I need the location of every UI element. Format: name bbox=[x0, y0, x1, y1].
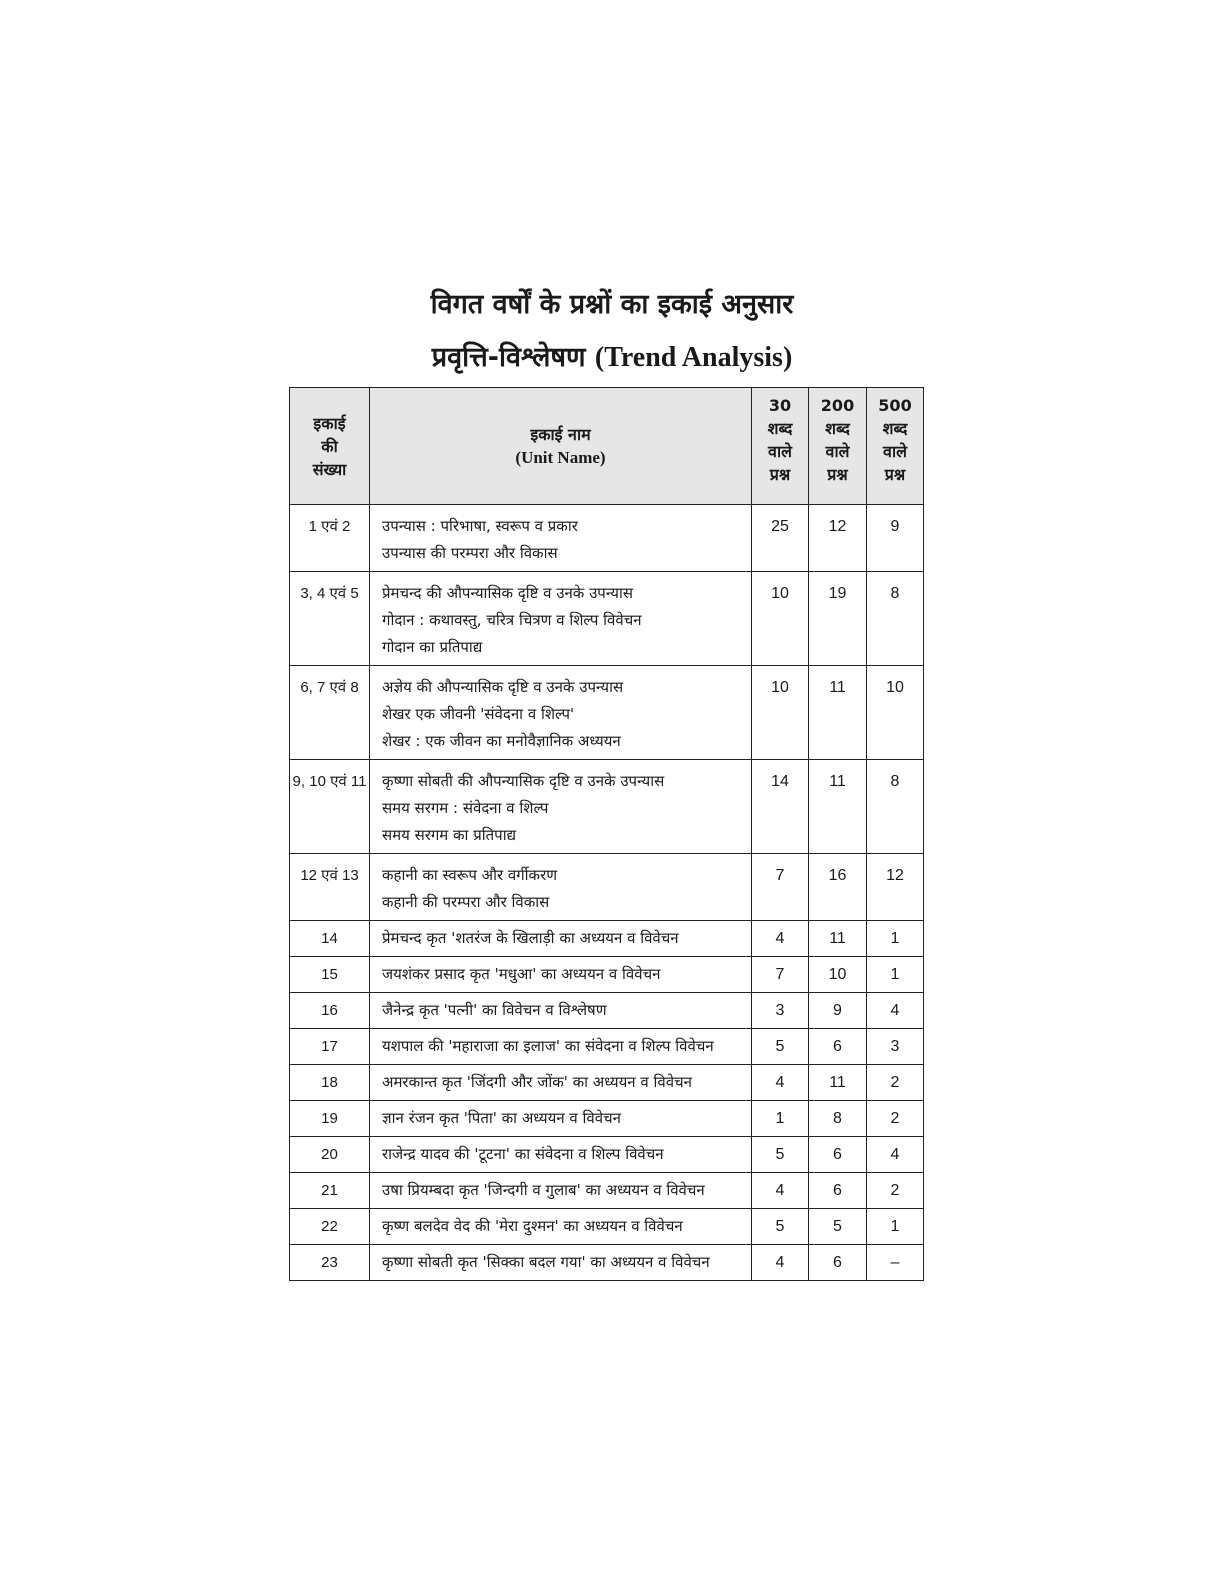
unit-name-line: गोदान : कथावस्तु, चरित्र चित्रण व शिल्प विवेचन bbox=[382, 611, 642, 629]
count-200-cell: 11 bbox=[809, 1065, 867, 1101]
unit-name-cell bbox=[370, 1101, 752, 1137]
unit-name-line: उपन्यास : परिभाषा, स्वरूप व प्रकार bbox=[382, 517, 578, 535]
table-row bbox=[290, 854, 924, 921]
unit-number-cell: 3, 4 एवं 5 bbox=[290, 572, 370, 666]
unit-number-cell: 9, 10 एवं 11 bbox=[290, 760, 370, 854]
count-500-cell: 1 bbox=[867, 1209, 924, 1245]
count-500-cell: 4 bbox=[867, 1137, 924, 1173]
unit-number-cell: 23 bbox=[290, 1245, 370, 1281]
count-500-cell: 1 bbox=[867, 921, 924, 957]
count-500-cell: 2 bbox=[867, 1173, 924, 1209]
header-30-word-questions: 30 शब्द वाले प्रश्न bbox=[752, 388, 809, 505]
unit-number-cell: 21 bbox=[290, 1173, 370, 1209]
count-30-cell: 4 bbox=[752, 1065, 809, 1101]
table-row bbox=[290, 921, 924, 957]
page-title-hindi: प्रवृत्ति-विश्लेषण bbox=[431, 342, 586, 373]
header-200-word-questions: 200 शब्द वाले प्रश्न bbox=[809, 388, 867, 505]
unit-name-cell bbox=[370, 760, 752, 854]
count-30-cell: 7 bbox=[752, 957, 809, 993]
table-row bbox=[290, 1065, 924, 1101]
unit-name-line: जयशंकर प्रसाद कृत 'मधुआ' का अध्ययन व विवेचन bbox=[382, 965, 661, 983]
unit-name-line: कहानी का स्वरूप और वर्गीकरण bbox=[382, 866, 558, 884]
count-200-cell: 11 bbox=[809, 666, 867, 760]
unit-number-cell: 16 bbox=[290, 993, 370, 1029]
count-30-cell: 14 bbox=[752, 760, 809, 854]
count-200-cell: 19 bbox=[809, 572, 867, 666]
unit-name-cell bbox=[370, 505, 752, 572]
count-30-cell: 4 bbox=[752, 921, 809, 957]
count-500-cell: 4 bbox=[867, 993, 924, 1029]
count-500-cell: 2 bbox=[867, 1101, 924, 1137]
count-30-cell: 4 bbox=[752, 1245, 809, 1281]
unit-name-line: समय सरगम का प्रतिपाद्य bbox=[382, 826, 517, 844]
unit-name-cell bbox=[370, 993, 752, 1029]
table-row bbox=[290, 993, 924, 1029]
unit-number-cell: 22 bbox=[290, 1209, 370, 1245]
unit-name-cell bbox=[370, 921, 752, 957]
count-200-cell: 6 bbox=[809, 1137, 867, 1173]
unit-name-line: प्रेमचन्द की औपन्यासिक दृष्टि व उनके उपन्यास bbox=[382, 584, 633, 602]
unit-name-line: उषा प्रियम्बदा कृत 'जिन्दगी व गुलाब' का अध्ययन व विवेचन bbox=[382, 1181, 705, 1199]
unit-number-cell: 6, 7 एवं 8 bbox=[290, 666, 370, 760]
count-30-cell: 4 bbox=[752, 1173, 809, 1209]
table-row bbox=[290, 505, 924, 572]
unit-name-line: समय सरगम : संवेदना व शिल्प bbox=[382, 799, 549, 817]
header-unit-number: इकाई की संख्या bbox=[290, 388, 370, 505]
count-500-cell: 3 bbox=[867, 1029, 924, 1065]
count-30-cell: 1 bbox=[752, 1101, 809, 1137]
table-row bbox=[290, 572, 924, 666]
unit-name-cell bbox=[370, 572, 752, 666]
count-200-cell: 5 bbox=[809, 1209, 867, 1245]
unit-name-line: अज्ञेय की औपन्यासिक दृष्टि व उनके उपन्यास bbox=[382, 678, 624, 696]
count-30-cell: 5 bbox=[752, 1137, 809, 1173]
unit-name-line: कहानी की परम्परा और विकास bbox=[382, 893, 550, 911]
unit-name-line: कृष्णा सोबती की औपन्यासिक दृष्टि व उनके उपन्यास bbox=[382, 772, 665, 790]
count-200-cell: 11 bbox=[809, 921, 867, 957]
count-30-cell: 5 bbox=[752, 1029, 809, 1065]
table-row bbox=[290, 666, 924, 760]
unit-name-cell bbox=[370, 1245, 752, 1281]
unit-number-cell: 12 एवं 13 bbox=[290, 854, 370, 921]
count-200-cell: 8 bbox=[809, 1101, 867, 1137]
count-200-cell: 6 bbox=[809, 1173, 867, 1209]
unit-name-line: कृष्णा सोबती कृत 'सिक्का बदल गया' का अध्ययन व विवेचन bbox=[382, 1253, 710, 1271]
unit-name-cell bbox=[370, 1029, 752, 1065]
unit-name-line: अमरकान्त कृत 'जिंदगी और जोंक' का अध्ययन व विवेचन bbox=[382, 1073, 692, 1091]
count-200-cell: 12 bbox=[809, 505, 867, 572]
table-row bbox=[290, 1137, 924, 1173]
table-row bbox=[290, 1101, 924, 1137]
table-header-row bbox=[290, 388, 924, 505]
unit-name-cell bbox=[370, 1173, 752, 1209]
unit-number-cell: 14 bbox=[290, 921, 370, 957]
unit-name-cell bbox=[370, 957, 752, 993]
unit-number-cell: 15 bbox=[290, 957, 370, 993]
unit-name-line: शेखर : एक जीवन का मनोवैज्ञानिक अध्ययन bbox=[382, 732, 621, 750]
unit-name-line: कृष्ण बलदेव वेद की 'मेरा दुश्मन' का अध्ययन व विवेचन bbox=[382, 1217, 683, 1235]
unit-name-line: जैनेन्द्र कृत 'पत्नी' का विवेचन व विश्लेषण bbox=[382, 1001, 607, 1019]
unit-name-cell bbox=[370, 1065, 752, 1101]
count-200-cell: 6 bbox=[809, 1029, 867, 1065]
unit-name-line: शेखर एक जीवनी 'संवेदना व शिल्प' bbox=[382, 705, 575, 723]
unit-number-cell: 17 bbox=[290, 1029, 370, 1065]
count-200-cell: 9 bbox=[809, 993, 867, 1029]
count-500-cell: 1 bbox=[867, 957, 924, 993]
count-200-cell: 10 bbox=[809, 957, 867, 993]
count-200-cell: 16 bbox=[809, 854, 867, 921]
count-500-cell: 12 bbox=[867, 854, 924, 921]
count-200-cell: 11 bbox=[809, 760, 867, 854]
count-30-cell: 7 bbox=[752, 854, 809, 921]
unit-name-line: ज्ञान रंजन कृत 'पिता' का अध्ययन व विवेचन bbox=[382, 1109, 621, 1127]
table-row bbox=[290, 1209, 924, 1245]
unit-name-cell bbox=[370, 1137, 752, 1173]
unit-name-cell bbox=[370, 854, 752, 921]
count-500-cell: – bbox=[867, 1245, 924, 1281]
unit-name-cell bbox=[370, 1209, 752, 1245]
count-30-cell: 5 bbox=[752, 1209, 809, 1245]
unit-name-line: प्रेमचन्द कृत 'शतरंज के खिलाड़ी का अध्ययन व विवेचन bbox=[382, 929, 679, 947]
header-500-word-questions: 500 शब्द वाले प्रश्न bbox=[867, 388, 924, 505]
count-500-cell: 2 bbox=[867, 1065, 924, 1101]
count-500-cell: 9 bbox=[867, 505, 924, 572]
unit-name-line: उपन्यास की परम्परा और विकास bbox=[382, 544, 558, 562]
table-row bbox=[290, 1245, 924, 1281]
count-30-cell: 25 bbox=[752, 505, 809, 572]
unit-number-cell: 20 bbox=[290, 1137, 370, 1173]
count-30-cell: 10 bbox=[752, 666, 809, 760]
table-body bbox=[290, 505, 924, 1281]
header-unit-name: इकाई नाम (Unit Name) bbox=[370, 388, 752, 505]
table-row bbox=[290, 1029, 924, 1065]
count-30-cell: 3 bbox=[752, 993, 809, 1029]
count-500-cell: 10 bbox=[867, 666, 924, 760]
unit-name-cell bbox=[370, 666, 752, 760]
table-row bbox=[290, 760, 924, 854]
count-30-cell: 10 bbox=[752, 572, 809, 666]
unit-name-line: राजेन्द्र यादव की 'टूटना' का संवेदना व शिल्प विवेचन bbox=[382, 1145, 664, 1163]
trend-analysis-table bbox=[289, 387, 924, 1281]
page-title-line-2 bbox=[0, 337, 1224, 374]
count-200-cell: 6 bbox=[809, 1245, 867, 1281]
unit-number-cell: 1 एवं 2 bbox=[290, 505, 370, 572]
unit-name-line: यशपाल की 'महाराजा का इलाज' का संवेदना व शिल्प विवेचन bbox=[382, 1037, 714, 1055]
count-500-cell: 8 bbox=[867, 572, 924, 666]
unit-number-cell: 18 bbox=[290, 1065, 370, 1101]
table-row bbox=[290, 957, 924, 993]
unit-name-line: गोदान का प्रतिपाद्य bbox=[382, 638, 483, 656]
count-500-cell: 8 bbox=[867, 760, 924, 854]
page-title-line-1: विगत वर्षों के प्रश्नों का इकाई अनुसार bbox=[430, 289, 794, 320]
page-title-english: (Trend Analysis) bbox=[594, 342, 793, 373]
unit-number-cell: 19 bbox=[290, 1101, 370, 1137]
table-row bbox=[290, 1173, 924, 1209]
